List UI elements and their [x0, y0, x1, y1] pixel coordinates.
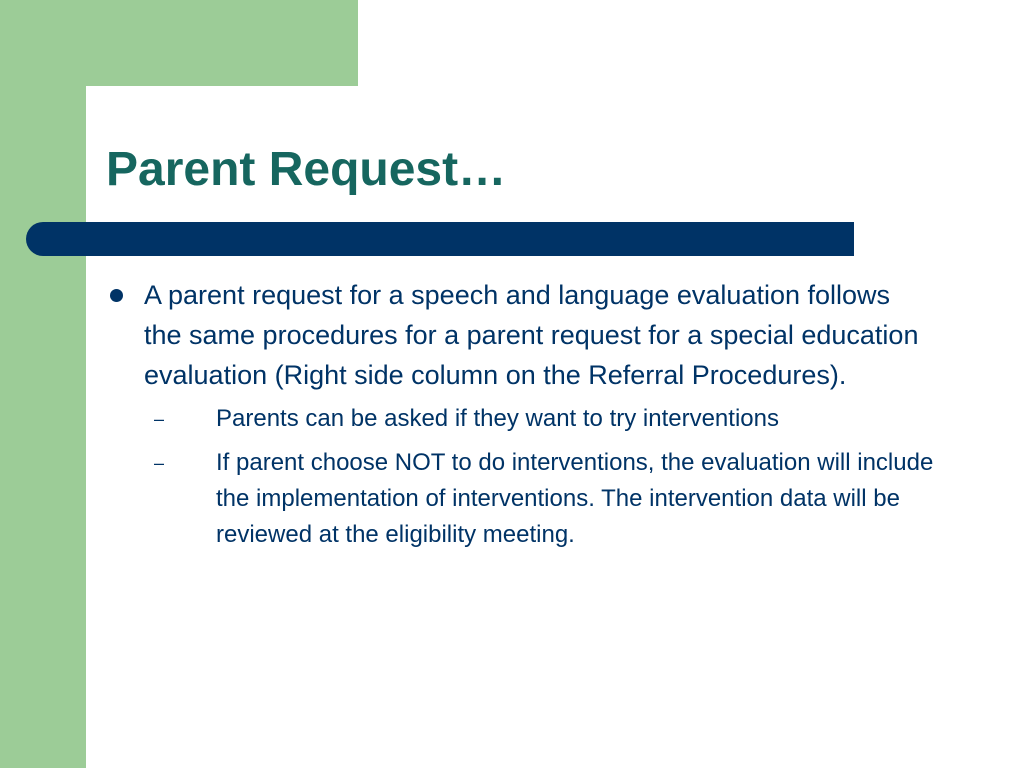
- bullet-dot-icon: [110, 289, 123, 302]
- slide-content: [106, 275, 966, 561]
- sub-bullet-text: Parents can be asked if they want to try interventions: [216, 405, 779, 432]
- main-bullet: [106, 275, 924, 395]
- sub-bullet: [106, 401, 946, 437]
- dash-icon: –: [154, 409, 165, 429]
- main-bullet-text: A parent request for a speech and language evaluation follows the same procedures for a parent request for a special education evaluation (Right side column on the Referral Procedures).: [144, 280, 919, 390]
- green-top-decoration: [0, 0, 358, 86]
- title-underline-bar: [26, 222, 854, 256]
- green-sidebar-decoration: [0, 0, 86, 768]
- sub-bullet-list: [106, 401, 966, 553]
- sub-bullet: [106, 445, 946, 553]
- sub-bullet-text: If parent choose NOT to do interventions, the evaluation will include the implementation of interventions. The intervention data will be reviewed at the eligibility meeting.: [216, 449, 934, 548]
- slide-title: Parent Request…: [106, 143, 507, 196]
- dash-icon: –: [154, 453, 165, 473]
